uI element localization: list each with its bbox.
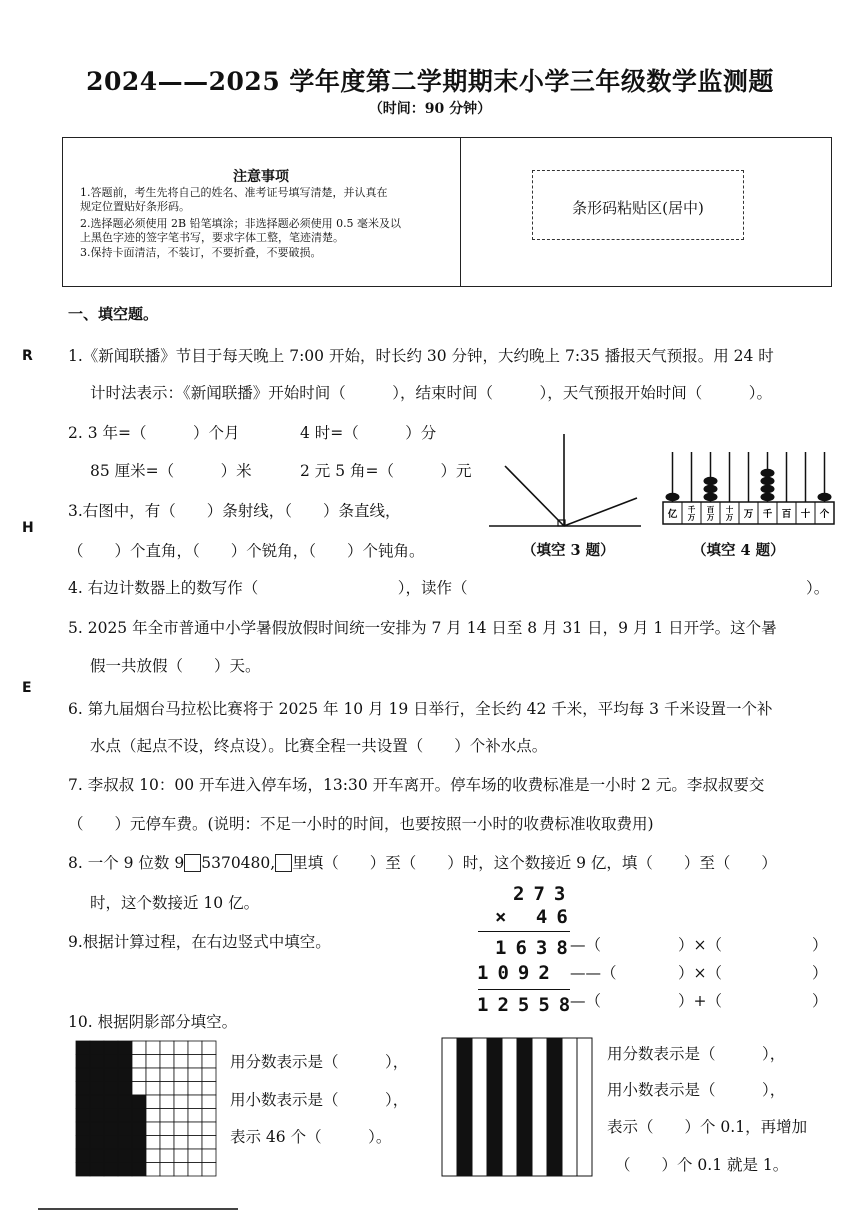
question-4-close: ）。 bbox=[806, 579, 830, 597]
question-6-line-1: 6. 第九届烟台马拉松比赛将于 2025 年 10 月 19 日举行，全长约 42 千米，平均每 3 千米设置一个补 bbox=[68, 700, 773, 718]
exam-duration: （时间：90 分钟） bbox=[368, 101, 492, 117]
shaded-cell bbox=[132, 1109, 146, 1123]
question-1-line-1: 1.《新闻联播》节目于每天晚上 7:00 开始，时长约 30 分钟，大约晚上 7:35 播报天气预报。用 24 时 bbox=[68, 347, 774, 365]
question-6-line-2: 水点（起点不设，终点设）。比赛全程一共设置（ ）个补水点。 bbox=[90, 737, 548, 755]
question-5-line-1: 5. 2025 年全市普通中小学暑假放假时间统一安排为 7 月 14 日至 8 月 31 日，9 月 1 日开学。这个暑 bbox=[68, 619, 777, 637]
grid-cell bbox=[174, 1163, 188, 1177]
vertical-rule bbox=[478, 931, 570, 932]
explain-lead: —（ bbox=[570, 992, 602, 1010]
grid-fraction-prompt: 用分数表示是（ ）， bbox=[230, 1053, 409, 1071]
abacus-bead bbox=[704, 477, 718, 485]
strips-fraction-prompt: 用分数表示是（ ）， bbox=[607, 1045, 786, 1063]
abacus-bead bbox=[761, 469, 775, 477]
grid-cell bbox=[160, 1136, 174, 1150]
multiplier: × 46 bbox=[495, 906, 577, 928]
question-4-text: 4. 右边计数器上的数写作（ ），读作（ bbox=[68, 579, 468, 597]
grid-count-prompt: 表示 46 个（ ）。 bbox=[230, 1128, 392, 1146]
abacus-bead bbox=[761, 485, 775, 493]
figure-4-caption: （填空 4 题） bbox=[692, 542, 785, 559]
shaded-cell bbox=[132, 1136, 146, 1150]
section-title: 一、填空题。 bbox=[68, 305, 159, 323]
notice-line: 规定位置贴好条形码。 bbox=[80, 200, 190, 213]
barcode-label: 条形码粘贴区(居中) bbox=[572, 199, 704, 217]
shaded-cell bbox=[118, 1095, 132, 1109]
explain-lead: —（ bbox=[570, 936, 602, 954]
strip bbox=[442, 1038, 457, 1176]
shaded-cell bbox=[90, 1041, 104, 1055]
grid-cell bbox=[146, 1122, 160, 1136]
grid-cell bbox=[202, 1109, 216, 1123]
abacus-bead bbox=[666, 493, 680, 501]
shaded-cell bbox=[104, 1068, 118, 1082]
grid-cell bbox=[160, 1041, 174, 1055]
vertical-rule bbox=[478, 989, 570, 990]
shaded-cell bbox=[104, 1136, 118, 1150]
shaded-cell bbox=[118, 1041, 132, 1055]
grid-cell bbox=[174, 1122, 188, 1136]
shaded-cell bbox=[118, 1122, 132, 1136]
shaded-cell bbox=[76, 1068, 90, 1082]
grid-cell bbox=[146, 1136, 160, 1150]
explain-end: ） bbox=[812, 964, 828, 982]
abacus-bead bbox=[761, 477, 775, 485]
question-8-line-1 bbox=[68, 851, 777, 873]
question-8-line-2: 时，这个数接近 10 亿。 bbox=[90, 894, 260, 912]
grid-cell bbox=[132, 1055, 146, 1069]
explain-mid: ）+（ bbox=[678, 992, 722, 1010]
grid-cell bbox=[202, 1122, 216, 1136]
grid-cell bbox=[146, 1055, 160, 1069]
grid-cell bbox=[202, 1136, 216, 1150]
grid-cell bbox=[160, 1163, 174, 1177]
shaded-cell bbox=[90, 1136, 104, 1150]
shaded-cell bbox=[90, 1163, 104, 1177]
grid-cell bbox=[146, 1149, 160, 1163]
grid-cell bbox=[174, 1055, 188, 1069]
partial-product-1: 1638 bbox=[495, 937, 577, 959]
abacus-place-label: 百 bbox=[781, 509, 792, 520]
abacus-place-label: 亿 bbox=[667, 509, 678, 520]
question-5-line-2: 假一共放假（ ）天。 bbox=[90, 657, 261, 675]
shaded-cell bbox=[132, 1149, 146, 1163]
grid-cell bbox=[202, 1095, 216, 1109]
shaded-cell bbox=[132, 1095, 146, 1109]
grid-cell bbox=[188, 1095, 202, 1109]
question-3-line-2: （ ）个直角，（ ）个锐角，（ ）个钝角。 bbox=[68, 542, 425, 560]
notice-title: 注意事项 bbox=[233, 169, 289, 185]
grid-cell bbox=[188, 1082, 202, 1096]
margin-mark: H bbox=[22, 520, 34, 536]
question-2-part-c: 85 厘米=（ ）米 bbox=[90, 462, 252, 480]
explain-mid: ）×（ bbox=[678, 936, 722, 954]
grid-cell bbox=[174, 1109, 188, 1123]
shaded-cell bbox=[76, 1041, 90, 1055]
shaded-cell bbox=[90, 1109, 104, 1123]
shaded-cell bbox=[104, 1082, 118, 1096]
right-ray bbox=[564, 498, 637, 526]
grid-cell bbox=[174, 1082, 188, 1096]
question-8-prefix: 8. 一个 9 位数 9 bbox=[68, 854, 185, 872]
strip bbox=[502, 1038, 517, 1176]
shaded-cell bbox=[118, 1163, 132, 1177]
abacus-place-label: 千 bbox=[687, 505, 696, 514]
grid-cell bbox=[160, 1055, 174, 1069]
abacus-counter bbox=[660, 450, 838, 532]
shaded-cell bbox=[104, 1109, 118, 1123]
abacus-place-label: 十 bbox=[725, 505, 734, 514]
question-2-part-d: 2 元 5 角=（ ）元 bbox=[300, 462, 472, 480]
grid-cell bbox=[160, 1122, 174, 1136]
strips-remaining-prompt: （ ）个 0.1 就是 1。 bbox=[615, 1156, 789, 1174]
grid-cell bbox=[202, 1055, 216, 1069]
explain-end: ） bbox=[812, 936, 828, 954]
notice-divider bbox=[460, 137, 461, 287]
question-9-text: 9.根据计算过程，在右边竖式中填空。 bbox=[68, 933, 331, 951]
blank-box bbox=[184, 854, 201, 872]
shaded-cell bbox=[132, 1163, 146, 1177]
grid-cell bbox=[146, 1095, 160, 1109]
shaded-cell bbox=[118, 1109, 132, 1123]
shaded-cell bbox=[76, 1055, 90, 1069]
grid-cell bbox=[188, 1055, 202, 1069]
shaded-cell bbox=[90, 1082, 104, 1096]
shaded-cell bbox=[118, 1055, 132, 1069]
shaded-cell bbox=[76, 1095, 90, 1109]
grid-cell bbox=[202, 1149, 216, 1163]
abacus-bead bbox=[761, 493, 775, 501]
grid-cell bbox=[202, 1041, 216, 1055]
question-1-line-2: 计时法表示：《新闻联播》开始时间（ ），结束时间（ ），天气预报开始时间（ ）。 bbox=[90, 384, 773, 402]
left-ray bbox=[505, 466, 564, 526]
abacus-place-label: 万 bbox=[725, 513, 734, 522]
explain-mid: ）×（ bbox=[678, 964, 722, 982]
shaded-cell bbox=[76, 1149, 90, 1163]
grid-cell bbox=[188, 1068, 202, 1082]
shaded-cell bbox=[104, 1095, 118, 1109]
shaded-cell bbox=[90, 1122, 104, 1136]
grid-cell bbox=[160, 1095, 174, 1109]
shaded-cell bbox=[118, 1136, 132, 1150]
explain-lead: ——（ bbox=[570, 964, 617, 982]
shaded-cell bbox=[90, 1055, 104, 1069]
abacus-bead bbox=[704, 493, 718, 501]
strips-decimal-prompt: 用小数表示是（ ）， bbox=[607, 1081, 786, 1099]
shaded-strip bbox=[517, 1038, 532, 1176]
question-8-rest: 里填（ ）至（ ）时，这个数接近 9 亿，填（ ）至（ ） bbox=[292, 854, 777, 872]
shaded-cell bbox=[90, 1095, 104, 1109]
abacus-place-label: 个 bbox=[819, 509, 830, 520]
notice-line: 上黑色字迹的签字笔书写，要求字体工整，笔迹清楚。 bbox=[80, 231, 344, 244]
grid-cell bbox=[160, 1109, 174, 1123]
abacus-bead bbox=[704, 485, 718, 493]
shaded-cell bbox=[76, 1136, 90, 1150]
grid-cell bbox=[132, 1068, 146, 1082]
abacus-place-label: 千 bbox=[762, 509, 773, 520]
grid-cell bbox=[202, 1163, 216, 1177]
margin-mark: E bbox=[22, 680, 32, 696]
shaded-cell bbox=[118, 1149, 132, 1163]
question-7-line-1: 7. 李叔叔 10：00 开车进入停车场，13:30 开车离开。停车场的收费标准是一小时 2 元。李叔叔要交 bbox=[68, 776, 765, 794]
strip bbox=[472, 1038, 487, 1176]
exam-title: 2024——2025 学年度第二学期期末小学三年级数学监测题 bbox=[86, 67, 774, 96]
abacus-place-label: 万 bbox=[687, 513, 696, 522]
grid-cell bbox=[174, 1041, 188, 1055]
grid-cell bbox=[146, 1109, 160, 1123]
bottom-rule bbox=[38, 1208, 238, 1210]
question-10-title: 10. 根据阴影部分填空。 bbox=[68, 1013, 238, 1031]
abacus-place-label: 万 bbox=[706, 513, 715, 522]
grid-decimal-prompt: 用小数表示是（ ）， bbox=[230, 1091, 409, 1109]
partial-product-2: 1092 bbox=[477, 962, 559, 984]
hundred-grid bbox=[75, 1040, 217, 1177]
shaded-cell bbox=[104, 1122, 118, 1136]
shaded-cell bbox=[104, 1149, 118, 1163]
shaded-cell bbox=[76, 1109, 90, 1123]
grid-cell bbox=[160, 1068, 174, 1082]
notice-line: 1.答题前，考生先将自己的姓名、准考证号填写清楚，并认真在 bbox=[80, 186, 388, 199]
strip bbox=[577, 1038, 592, 1176]
notice-line: 3.保持卡面清洁，不装订，不要折叠，不要破损。 bbox=[80, 246, 322, 259]
grid-cell bbox=[174, 1149, 188, 1163]
shaded-cell bbox=[104, 1055, 118, 1069]
notice-line: 2.选择题必须使用 2B 铅笔填涂；非选择题必须使用 0.5 毫米及以 bbox=[80, 217, 402, 230]
grid-cell bbox=[146, 1041, 160, 1055]
question-7-line-2: （ ）元停车费。(说明：不足一小时的时间，也要按照一小时的收费标准收取费用) bbox=[68, 815, 654, 833]
grid-cell bbox=[174, 1136, 188, 1150]
shaded-cell bbox=[118, 1082, 132, 1096]
abacus-bead bbox=[818, 493, 832, 501]
grid-cell bbox=[188, 1163, 202, 1177]
grid-cell bbox=[202, 1082, 216, 1096]
shaded-strip bbox=[457, 1038, 472, 1176]
abacus-place-label: 万 bbox=[743, 509, 754, 520]
grid-cell bbox=[174, 1068, 188, 1082]
grid-cell bbox=[188, 1109, 202, 1123]
shaded-cell bbox=[132, 1122, 146, 1136]
blank-box bbox=[275, 854, 292, 872]
shaded-cell bbox=[76, 1082, 90, 1096]
grid-cell bbox=[146, 1163, 160, 1177]
grid-cell bbox=[160, 1149, 174, 1163]
angle-figure bbox=[485, 428, 645, 532]
figure-3-caption: （填空 3 题） bbox=[522, 542, 615, 559]
shaded-cell bbox=[104, 1163, 118, 1177]
shaded-cell bbox=[76, 1163, 90, 1177]
question-3-line-1: 3.右图中，有（ ）条射线，（ ）条直线， bbox=[68, 502, 401, 520]
shaded-cell bbox=[76, 1122, 90, 1136]
grid-cell bbox=[174, 1095, 188, 1109]
question-8-mid: 5370480, bbox=[201, 854, 276, 872]
shaded-cell bbox=[118, 1068, 132, 1082]
strips-count-prompt: 表示（ ）个 0.1，再增加 bbox=[607, 1118, 808, 1136]
shaded-cell bbox=[90, 1149, 104, 1163]
question-2-part-b: 4 时=（ ）分 bbox=[300, 424, 437, 442]
strip bbox=[562, 1038, 577, 1176]
question-2-part-a: 2. 3 年=（ ）个月 bbox=[68, 424, 240, 442]
explain-end: ） bbox=[812, 992, 828, 1010]
grid-cell bbox=[146, 1082, 160, 1096]
grid-cell bbox=[188, 1136, 202, 1150]
grid-cell bbox=[202, 1068, 216, 1082]
shaded-strip bbox=[487, 1038, 502, 1176]
multiplicand: 273 bbox=[513, 883, 575, 905]
grid-cell bbox=[132, 1041, 146, 1055]
grid-cell bbox=[188, 1122, 202, 1136]
margin-mark: R bbox=[22, 348, 33, 364]
strip bbox=[532, 1038, 547, 1176]
shaded-cell bbox=[90, 1068, 104, 1082]
grid-cell bbox=[146, 1068, 160, 1082]
grid-cell bbox=[188, 1041, 202, 1055]
grid-cell bbox=[160, 1082, 174, 1096]
grid-cell bbox=[188, 1149, 202, 1163]
tenths-strips bbox=[441, 1037, 601, 1177]
abacus-place-label: 百 bbox=[706, 505, 715, 514]
shaded-cell bbox=[104, 1041, 118, 1055]
grid-cell bbox=[132, 1082, 146, 1096]
product: 12558 bbox=[477, 994, 580, 1016]
shaded-strip bbox=[547, 1038, 562, 1176]
abacus-place-label: 十 bbox=[800, 509, 811, 520]
